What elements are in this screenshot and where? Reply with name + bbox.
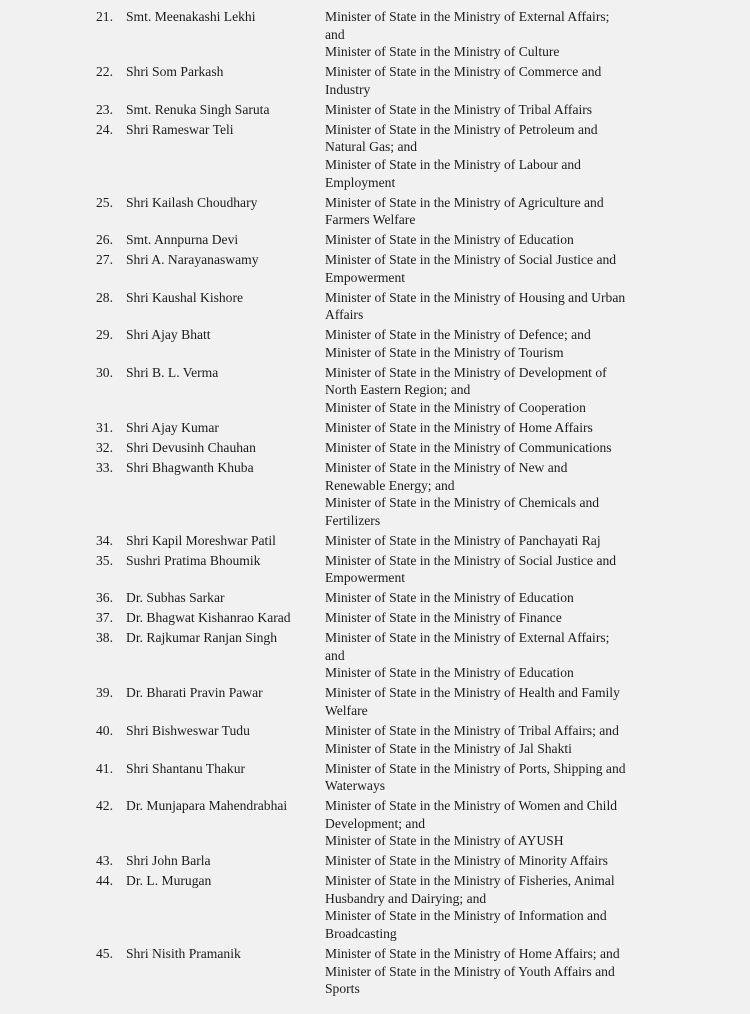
minister-entry: [0, 8, 750, 61]
entry-number: 28.: [96, 289, 113, 305]
portfolio-line: Minister of State in the Ministry of Education: [325, 665, 574, 681]
portfolio-line: Employment: [325, 174, 396, 190]
entry-number: 43.: [96, 853, 113, 869]
portfolio-line: Minister of State in the Ministry of Housing and Urban: [325, 289, 626, 305]
entry-number: 34.: [96, 532, 113, 548]
entry-number: 45.: [96, 946, 113, 962]
portfolio-line: Minister of State in the Ministry of Finance: [325, 610, 562, 626]
entry-number: 44.: [96, 873, 113, 889]
portfolio-list: [325, 439, 670, 457]
portfolio-line: and: [325, 647, 345, 663]
portfolio-line: Minister of State in the Ministry of External Affairs;: [325, 630, 610, 646]
entry-number: 40.: [96, 722, 113, 738]
portfolio-line: Minister of State in the Ministry of Home Affairs; and: [325, 946, 620, 962]
portfolio-line: Development; and: [325, 815, 426, 831]
entry-number: 37.: [96, 610, 113, 626]
portfolio-line: Minister of State in the Ministry of Youth Affairs and: [325, 963, 615, 979]
minister-entry: [0, 589, 750, 607]
minister-entry: [0, 760, 750, 795]
minister-name: Shri Bhagwanth Khuba: [126, 459, 254, 475]
minister-entry: [0, 532, 750, 550]
portfolio-line: Minister of State in the Ministry of Jal Shakti: [325, 740, 572, 756]
entry-number: 21.: [96, 9, 113, 24]
portfolio-line: Husbandry and Dairying; and: [325, 890, 487, 906]
portfolio-line: Farmers Welfare: [325, 212, 416, 228]
portfolio-line: Natural Gas; and: [325, 139, 418, 155]
minister-name: Dr. Rajkumar Ranjan Singh: [126, 630, 278, 646]
portfolio-list: [325, 684, 670, 719]
entry-number: 31.: [96, 419, 113, 435]
portfolio-list: [325, 419, 670, 437]
portfolio-line: Minister of State in the Ministry of Culture: [325, 44, 560, 60]
minister-name: Dr. Subhas Sarkar: [126, 590, 225, 606]
minister-entry: [0, 364, 750, 417]
portfolio-line: Minister of State in the Ministry of Ports, Shipping and: [325, 760, 626, 776]
entry-number: 24.: [96, 121, 113, 137]
entry-spacer: [0, 998, 750, 1000]
portfolio-line: Minister of State in the Ministry of Tribal Affairs; and: [325, 722, 619, 738]
minister-entry: [0, 63, 750, 98]
portfolio-line: Waterways: [325, 778, 386, 794]
portfolio-line: Minister of State in the Ministry of Home Affairs: [325, 419, 593, 435]
portfolio-line: Minister of State in the Ministry of Communications: [325, 439, 612, 455]
minister-name: Smt. Meenakashi Lekhi: [126, 9, 256, 24]
portfolio-line: Broadcasting: [325, 926, 397, 942]
minister-name: Smt. Annpurna Devi: [126, 232, 239, 248]
portfolio-list: [325, 552, 670, 587]
minister-entry: [0, 326, 750, 361]
portfolio-list: [325, 289, 670, 324]
minister-name: Shri Kaushal Kishore: [126, 289, 244, 305]
entry-number: 41.: [96, 760, 113, 776]
portfolio-list: [325, 101, 670, 119]
minister-list: [0, 8, 750, 1000]
portfolio-line: Minister of State in the Ministry of Chemicals and: [325, 495, 600, 511]
portfolio-line: Minister of State in the Ministry of Information and: [325, 908, 607, 924]
portfolio-list: [325, 872, 670, 942]
portfolio-line: Sports: [325, 981, 360, 997]
portfolio-line: Welfare: [325, 703, 368, 718]
minister-name: Dr. Bharati Pravin Pawar: [126, 685, 263, 701]
portfolio-line: Renewable Energy; and: [325, 477, 455, 493]
minister-name: Shri Devusinh Chauhan: [126, 439, 256, 455]
minister-entry: [0, 722, 750, 757]
entry-number: 26.: [96, 232, 113, 248]
minister-entry: [0, 459, 750, 529]
portfolio-line: Minister of State in the Ministry of Development of: [325, 364, 607, 380]
portfolio-line: Minister of State in the Ministry of External Affairs;: [325, 9, 610, 24]
portfolio-line: Minister of State in the Ministry of Fisheries, Animal: [325, 873, 615, 889]
portfolio-list: [325, 251, 670, 286]
portfolio-list: [325, 194, 670, 229]
portfolio-line: Minister of State in the Ministry of Education: [325, 590, 574, 606]
minister-name: Shri Ajay Bhatt: [126, 327, 211, 343]
minister-name: Shri Bishweswar Tudu: [126, 722, 250, 738]
portfolio-list: [325, 609, 670, 627]
minister-name: Dr. Bhagwat Kishanrao Karad: [126, 610, 291, 626]
portfolio-line: Minister of State in the Ministry of Social Justice and: [325, 552, 617, 568]
portfolio-line: Minister of State in the Ministry of Cooperation: [325, 399, 586, 415]
minister-entry: [0, 101, 750, 119]
portfolio-line: North Eastern Region; and: [325, 382, 471, 398]
portfolio-line: Minister of State in the Ministry of Women and Child: [325, 798, 618, 814]
entry-number: 25.: [96, 194, 113, 210]
portfolio-line: Empowerment: [325, 570, 406, 586]
minister-entry: [0, 684, 750, 719]
portfolio-line: Empowerment: [325, 269, 406, 285]
portfolio-list: [325, 797, 670, 850]
entry-number: 30.: [96, 364, 113, 380]
portfolio-line: and: [325, 26, 345, 42]
entry-number: 36.: [96, 590, 113, 606]
minister-name: Shri Rameswar Teli: [126, 121, 234, 137]
portfolio-line: Industry: [325, 81, 371, 97]
portfolio-list: [325, 121, 670, 191]
portfolio-line: Affairs: [325, 307, 364, 323]
minister-name: Shri Kapil Moreshwar Patil: [126, 532, 276, 548]
minister-name: Shri Ajay Kumar: [126, 419, 219, 435]
minister-entry: [0, 251, 750, 286]
portfolio-list: [325, 63, 670, 98]
portfolio-line: Minister of State in the Ministry of New and: [325, 459, 568, 475]
portfolio-line: Minister of State in the Ministry of Agriculture and: [325, 194, 604, 210]
portfolio-line: Minister of State in the Ministry of Labour and: [325, 156, 581, 172]
entry-number: 32.: [96, 439, 113, 455]
portfolio-line: Minister of State in the Ministry of Minority Affairs: [325, 853, 608, 869]
minister-name: Shri Som Parkash: [126, 64, 224, 80]
minister-name: Shri Shantanu Thakur: [126, 760, 246, 776]
minister-entry: [0, 552, 750, 587]
minister-name: Shri Kailash Choudhary: [126, 194, 258, 210]
entry-number: 33.: [96, 459, 113, 475]
minister-entry: [0, 419, 750, 437]
portfolio-list: [325, 459, 670, 529]
minister-name: Dr. Munjapara Mahendrabhai: [126, 798, 288, 814]
portfolio-line: Minister of State in the Ministry of Tourism: [325, 344, 564, 360]
portfolio-line: Minister of State in the Ministry of Defence; and: [325, 327, 591, 343]
portfolio-list: [325, 326, 670, 361]
portfolio-list: [325, 8, 670, 61]
portfolio-line: Minister of State in the Ministry of Health and Family: [325, 685, 620, 701]
portfolio-list: [325, 589, 670, 607]
entry-number: 27.: [96, 252, 113, 268]
portfolio-line: Minister of State in the Ministry of Education: [325, 232, 574, 248]
portfolio-line: Minister of State in the Ministry of AYUSH: [325, 833, 564, 849]
minister-entry: [0, 609, 750, 627]
portfolio-list: [325, 852, 670, 870]
minister-entry: [0, 289, 750, 324]
portfolio-line: Fertilizers: [325, 512, 381, 528]
portfolio-line: Minister of State in the Ministry of Petroleum and: [325, 121, 598, 137]
portfolio-list: [325, 364, 670, 417]
minister-entry: [0, 797, 750, 850]
minister-name: Shri John Barla: [126, 853, 211, 869]
minister-entry: [0, 194, 750, 229]
minister-entry: [0, 439, 750, 457]
entry-number: 38.: [96, 630, 113, 646]
minister-entry: [0, 945, 750, 998]
entry-number: 22.: [96, 64, 113, 80]
minister-name: Sushri Pratima Bhoumik: [126, 552, 261, 568]
portfolio-list: [325, 629, 670, 682]
minister-entry: [0, 629, 750, 682]
entry-number: 35.: [96, 552, 113, 568]
portfolio-line: Minister of State in the Ministry of Social Justice and: [325, 252, 617, 268]
entry-number: 23.: [96, 101, 113, 117]
minister-entry: [0, 852, 750, 870]
minister-entry: [0, 121, 750, 191]
minister-entry: [0, 231, 750, 249]
entry-number: 29.: [96, 327, 113, 343]
minister-name: Shri B. L. Verma: [126, 364, 219, 380]
portfolio-list: [325, 532, 670, 550]
entry-number: 39.: [96, 685, 113, 701]
portfolio-line: Minister of State in the Ministry of Commerce and: [325, 64, 602, 80]
portfolio-list: [325, 231, 670, 249]
entry-number: 42.: [96, 798, 113, 814]
minister-entry: [0, 872, 750, 942]
minister-name: Shri A. Narayanaswamy: [126, 252, 259, 268]
portfolio-list: [325, 760, 670, 795]
portfolio-line: Minister of State in the Ministry of Panchayati Raj: [325, 532, 601, 548]
minister-name: Shri Nisith Pramanik: [126, 946, 241, 962]
portfolio-list: [325, 722, 670, 757]
portfolio-list: [325, 945, 670, 998]
portfolio-line: Minister of State in the Ministry of Tribal Affairs: [325, 101, 593, 117]
minister-name: Dr. L. Murugan: [126, 873, 212, 889]
minister-name: Smt. Renuka Singh Saruta: [126, 101, 270, 117]
